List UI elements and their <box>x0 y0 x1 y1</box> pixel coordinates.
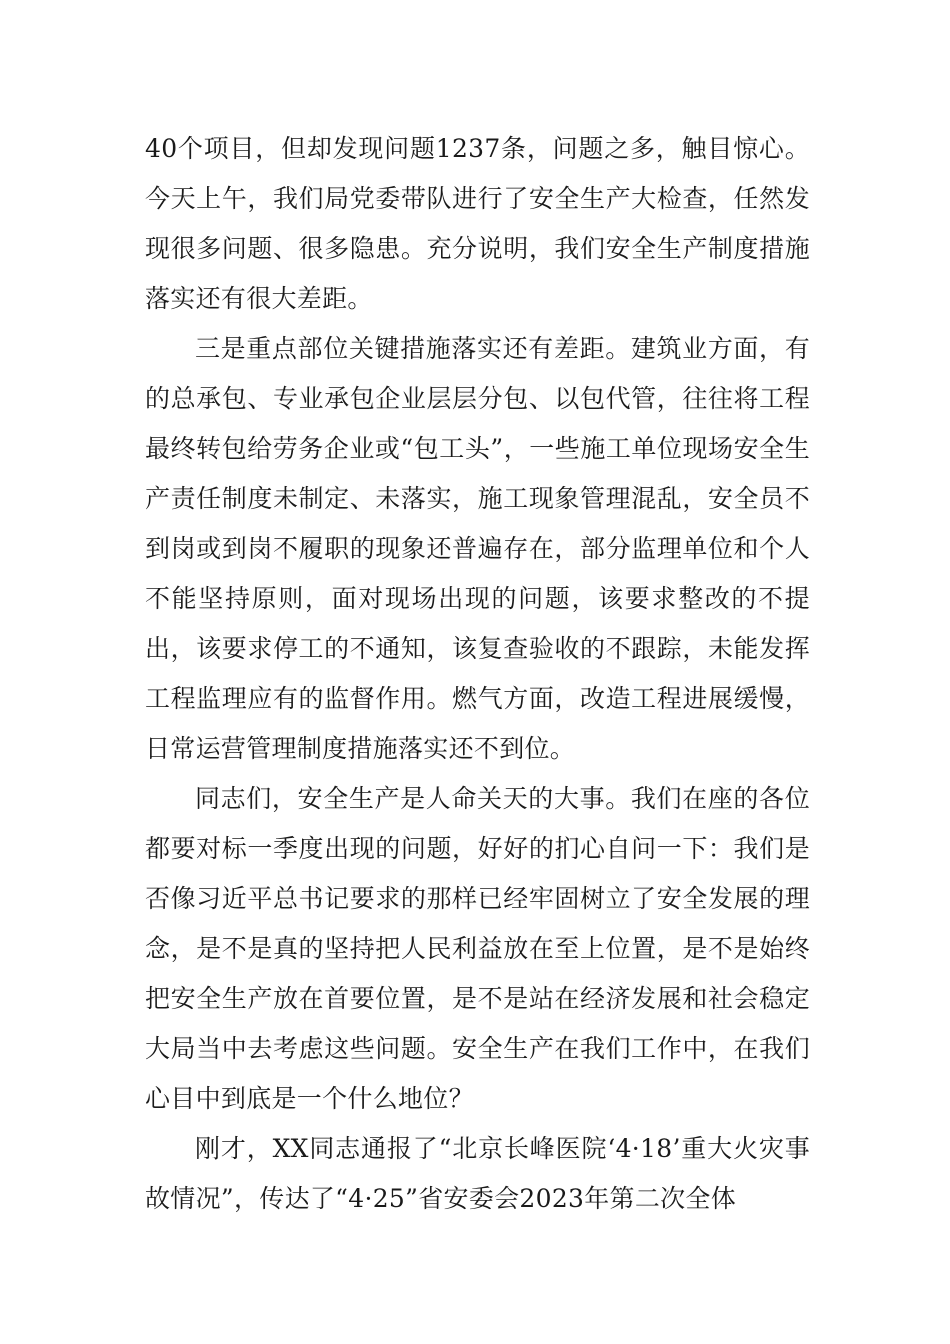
paragraph-continuation: 40个项目，但却发现问题1237条，问题之多，触目惊心。今天上午，我们局党委带队进行了安全生产大检查，任然发现很多问题、很多隐患。充分说明，我们安全生产制度措施落实还有很大差距。 <box>145 134 810 313</box>
document-body <box>145 124 810 1224</box>
paragraph-self-reflection: 同志们，安全生产是人命关天的大事。我们在座的各位都要对标一季度出现的问题，好好的扪心自问一下：我们是否像习近平总书记要求的那样已经牢固树立了安全发展的理念，是不是真的坚持把人民利益放在至上位置，是不是始终把安全生产放在首要位置，是不是站在经济发展和社会稳定大局当中去考虑这些问题。安全生产在我们工作中，在我们心目中到底是一个什么地位？ <box>145 784 810 1113</box>
paragraph-report-notice: 刚才，XX同志通报了“北京长峰医院‘4·18’重大火灾事故情况”，传达了“4·25”省安委会2023年第二次全体 <box>145 1134 810 1213</box>
paragraph-key-measures: 三是重点部位关键措施落实还有差距。建筑业方面，有的总承包、专业承包企业层层分包、以包代管，往往将工程最终转包给劳务企业或“包工头”，一些施工单位现场安全生产责任制度未制定、未落实，施工现象管理混乱，安全员不到岗或到岗不履职的现象还普遍存在，部分监理单位和个人不能坚持原则，面对现场出现的问题，该要求整改的不提出，该要求停工的不通知，该复查验收的不跟踪，未能发挥工程监理应有的监督作用。燃气方面，改造工程进展缓慢，日常运营管理制度措施落实还不到位。 <box>145 334 810 763</box>
